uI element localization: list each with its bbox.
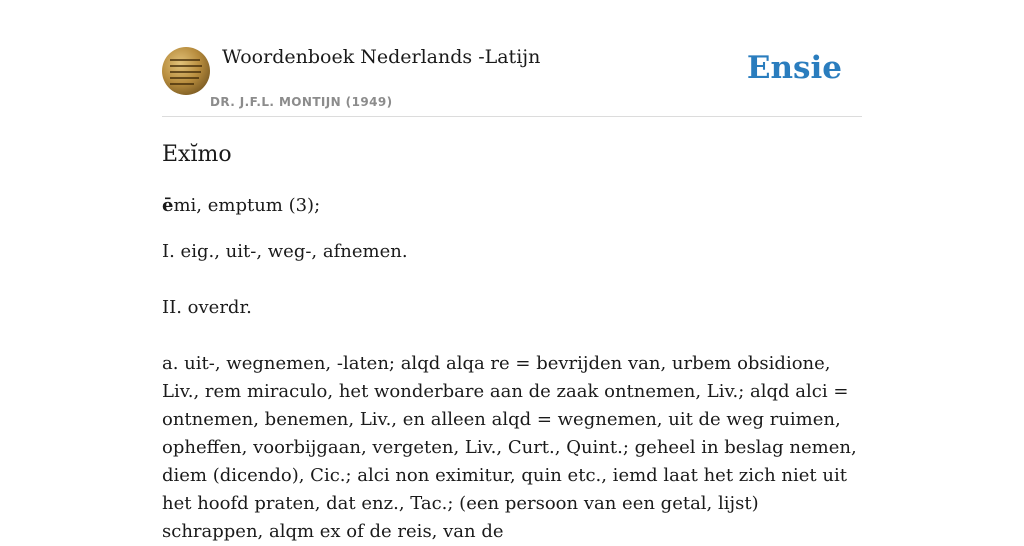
dictionary-header [162,0,862,117]
sense-2a: a. uit-, wegnemen, -laten; alqd alqa re = bevrijden van, urbem obsidione, Liv., rem miraculo, het wonderbare aan de zaak ontnemen, Liv.; alqd alci = ontnemen, benemen, Liv., en alleen alqd = wegnemen, uit de weg ruimen, opheffen, voorbijgaan, vergeten, Liv., Curt., Quint.; geheel in beslag nemen, diem (dicendo), Cic.; alci non eximitur, quin etc., iemd laat het zich niet uit het hoofd praten, dat enz., Tac.; (een persoon van een getal, lijst) schrappen, alqm ex of de reis, van de [162,353,857,542]
dictionary-title[interactable]: Woordenboek Nederlands -Latijn [222,46,541,68]
dictionary-logo[interactable] [162,47,210,95]
ensie-logo-link[interactable]: Ensie [746,50,842,86]
sense-1: I. eig., uit-, weg-, afnemen. [162,241,408,262]
forms-rest: mi, emptum (3); [173,195,321,216]
forms-accent: ē [162,195,174,216]
dictionary-author: DR. J.F.L. MONTIJN (1949) [210,95,393,109]
sense-2: II. overdr. [162,297,252,318]
page [162,0,862,542]
entry-forms [162,192,862,220]
entry-headword: Exĭmo [162,142,232,167]
dictionary-entry [162,140,862,546]
